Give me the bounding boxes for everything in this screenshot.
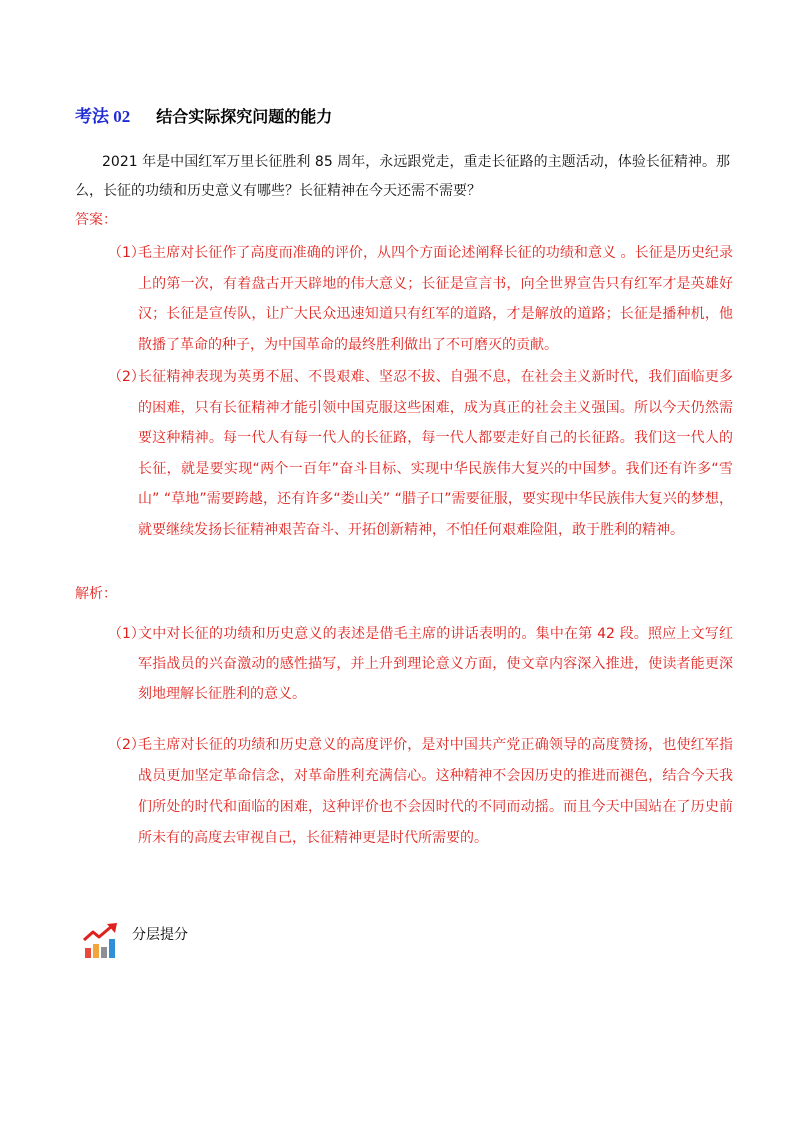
analysis-item-marker: （1） [108, 626, 145, 642]
answer-item-marker: （1） [108, 245, 145, 261]
heading-title: 结合实际探究问题的能力 [156, 107, 333, 126]
answer-item-text: 毛主席对长征作了高度而准确的评价，从四个方面论述阐释长征的功绩和意义 。长征是历史纪录上的第一次，有着盘古开天辟地的伟大意义；长征是宣言书，向全世界宣告只有红军才是英雄好汉；长征是宣传队，让广大民众迅速知道只有红军的道路，才是解放的道路；长征是播种机，他散播了革命的种子，为中国革命的最终胜利做出了不可磨灭的贡献。 [138, 245, 733, 353]
analysis-item-2 [108, 730, 733, 854]
question-paragraph: 2021 年是中国红军万里长征胜利 85 周年，永远跟党走，重走长征路的主题活动，体验长征精神。那么，长征的功绩和历史意义有哪些？长征精神在今天还需不需要？ [75, 154, 730, 199]
analysis-item-marker: （2） [108, 737, 145, 753]
analysis-item-1 [108, 619, 733, 709]
answer-item-2 [108, 362, 733, 545]
answer-item-text: 长征精神表现为英勇不屈、不畏艰难、坚忍不拔、自强不息，在社会主义新时代，我们面临更多的困难，只有长征精神才能引领中国克服这些困难，成为真正的社会主义强国。所以今天仍然需要这种精神。每一代人有每一代人的长征路，每一代人都要走好自己的长征路。我们这一代人的长征，就是要实现“两个一百年”奋斗目标、实现中华民族伟大复兴的中国梦。我们还有许多“雪山” “草地”需要跨越，还有许多“娄山关” “腊子口”需要征服，要实现中华民族伟大复兴的梦想，就要继续发扬长征精神艰苦奋斗、开拓创新精神，不怕任何艰难险阻，敢于胜利的精神。 [138, 369, 733, 538]
section-footer-label: 分层提分 [132, 927, 188, 943]
analysis-label: 解析： [75, 586, 117, 602]
answer-label: 答案： [75, 212, 117, 228]
growth-chart-icon [82, 922, 120, 960]
analysis-item-text: 毛主席对长征的功绩和历史意义的高度评价，是对中国共产党正确领导的高度赞扬，也使红军指战员更加坚定革命信念，对革命胜利充满信心。这种精神不会因历史的推进而褪色，结合今天我们所处的时代和面临的困难，这种评价也不会因时代的不同而动摇。而且今天中国站在了历史前所未有的高度去审视自己，长征精神更是时代所需要的。 [138, 737, 733, 846]
analysis-item-text: 文中对长征的功绩和历史意义的表述是借毛主席的讲话表明的。集中在第 42 段。照应上文写红军指战员的兴奋激动的感性描写，并上升到理论意义方面，使文章内容深入推进，使读者能更深刻地理解长征胜利的意义。 [138, 626, 733, 702]
answer-item-1 [108, 238, 733, 360]
section-heading [75, 106, 332, 128]
answer-item-marker: （2） [108, 369, 145, 385]
heading-number: 考法 02 [75, 107, 131, 126]
